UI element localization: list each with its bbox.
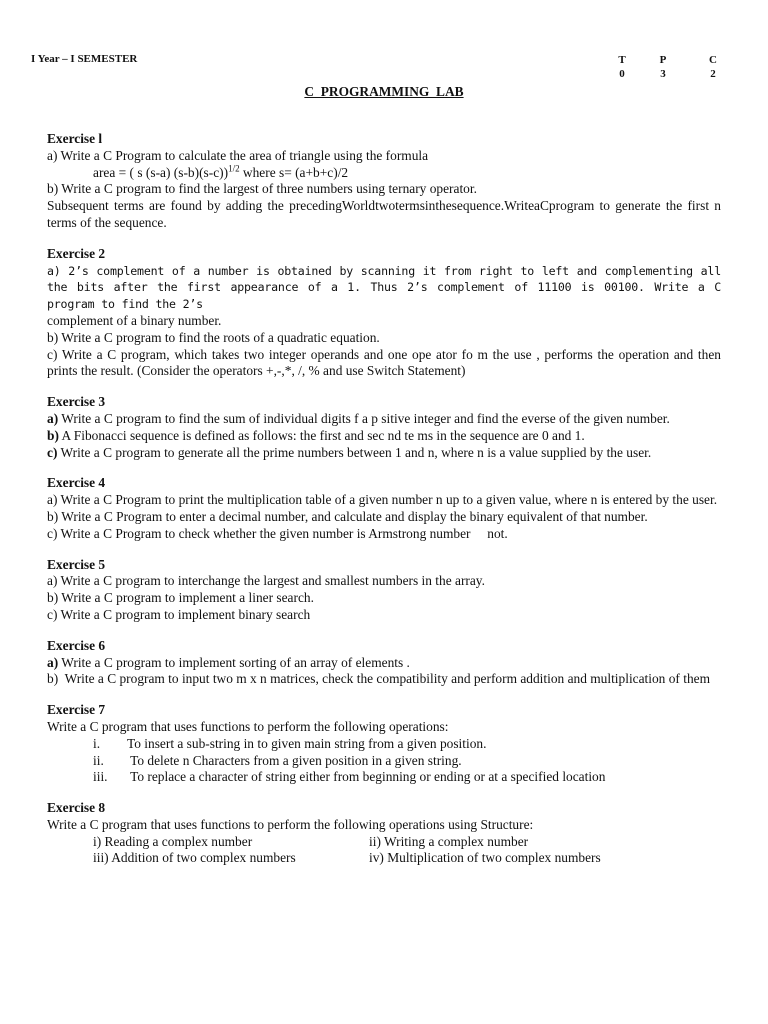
list-text: To insert a sub-string in to given main string from a given position.	[127, 735, 487, 751]
exercise-3	[47, 394, 721, 461]
exercise-title: Exercise 5	[47, 556, 106, 572]
list-text: To replace a character of string either from beginning or ending or at a specified location	[127, 769, 606, 785]
semester-label: I Year – I SEMESTER	[31, 53, 138, 65]
item-text: Write a C program to find the sum of individual digits f a p sitive integer and find the everse of the given number.	[58, 410, 670, 426]
operation-row	[47, 850, 721, 867]
area-formula	[47, 165, 721, 182]
exercise-title: Exercise 2	[47, 245, 106, 261]
exercise-6	[47, 638, 721, 688]
list-number: iii.	[93, 769, 108, 785]
list-item	[47, 736, 721, 753]
exercise-item	[47, 445, 721, 462]
exercise-item	[47, 655, 721, 672]
exercise-title: Exercise l	[47, 131, 103, 146]
exercise-item: b) Write a C program to implement a liner search.	[47, 590, 314, 606]
c-value: 2	[710, 68, 716, 80]
exercise-2	[47, 246, 721, 380]
exercise-8	[47, 800, 721, 867]
exercise-7	[47, 702, 721, 786]
t-column	[615, 53, 629, 81]
c-label: C	[709, 54, 717, 66]
page-title	[0, 84, 768, 100]
list-item	[47, 769, 721, 786]
exercise-item: b) Write a C program to input two m x n matrices, check the compatibility and perform addition and multiplication of them	[47, 671, 711, 687]
exercise-title: Exercise 8	[47, 800, 106, 816]
operation-item: ii) Writing a complex number	[369, 833, 529, 849]
item-label: a)	[47, 410, 59, 426]
operation-row	[47, 834, 721, 851]
t-value: 0	[619, 68, 625, 80]
exercise-4	[47, 475, 721, 542]
item-text: Write a C program to generate all the prime numbers between 1 and n, where n is a value supplied by the user.	[57, 444, 652, 460]
item-label: a)	[47, 654, 59, 670]
exercise-list	[47, 131, 721, 881]
list-number: ii.	[93, 752, 104, 768]
exercise-item: a) Write a C Program to calculate the area of triangle using the formula	[47, 147, 429, 163]
operation-item: iv) Multiplication of two complex numbers	[369, 850, 601, 866]
exercise-item: a) 2’s complement of a number is obtained by scanning it from right to left and complementing all the bits after the first appearance of a 1. Thus 2’s complement of 11100 is 00100. Write a C program to find the 2’s	[47, 263, 721, 312]
exercise-title: Exercise 4	[47, 475, 106, 491]
exercise-item: Subsequent terms are found by adding the precedingWorldtwotermsinthesequence.WriteaCprogram to generate the first n terms of the sequence.	[47, 198, 721, 230]
item-label: b)	[47, 427, 59, 443]
exercise-item	[47, 411, 721, 428]
exercise-intro: Write a C program that uses functions to perform the following operations using Structure:	[47, 816, 534, 832]
exercise-title: Exercise 6	[47, 637, 106, 653]
item-text: A Fibonacci sequence is defined as follows: the first and sec nd te ms in the sequence are 0 and 1.	[58, 427, 585, 443]
formula-where: where s= (a+b+c)/2	[239, 164, 349, 180]
p-value: 3	[660, 68, 666, 80]
exercise-intro: Write a C program that uses functions to perform the following operations:	[47, 718, 449, 734]
formula-exponent: 1/2	[228, 163, 240, 174]
exercise-item: b) Write a C program to find the largest of three numbers using ternary operator.	[47, 181, 477, 197]
exercise-1	[47, 131, 721, 232]
exercise-item: a) Write a C program to interchange the largest and smallest numbers in the array.	[47, 573, 485, 589]
exercise-item: c) Write a C program, which takes two integer operands and one ope ator fo m the use , performs the operation and then prints the result. (Consider the operators +,-,*, /, % and use Switch Statement)	[47, 346, 721, 379]
exercise-title: Exercise 3	[47, 394, 106, 410]
t-label: T	[618, 54, 626, 66]
operation-item: i) Reading a complex number	[93, 833, 253, 849]
exercise-item: c) Write a C program to implement binary search	[47, 606, 311, 622]
exercise-item: a) Write a C Program to print the multiplication table of a given number n up to a given value, where n is entered by the user.	[47, 492, 718, 508]
exercise-item: c) Write a C Program to check whether the given number is Armstrong number not.	[47, 525, 508, 541]
exercise-item	[47, 428, 721, 445]
list-text: To delete n Characters from a given position in a given string.	[127, 752, 462, 768]
c-column	[706, 53, 720, 81]
page-title-text: C PROGRAMMING LAB	[304, 84, 464, 99]
item-label: c)	[47, 444, 58, 460]
exercise-item: b) Write a C program to find the roots of a quadratic equation.	[47, 329, 380, 345]
list-item	[47, 753, 721, 770]
exercise-title: Exercise 7	[47, 702, 106, 718]
operation-item: iii) Addition of two complex numbers	[93, 850, 296, 866]
p-label: P	[659, 54, 667, 66]
exercise-item: b) Write a C Program to enter a decimal number, and calculate and display the binary equivalent of that number.	[47, 508, 648, 524]
exercise-5	[47, 557, 721, 624]
item-text: Write a C program to implement sorting of an array of elements .	[58, 654, 410, 670]
p-column	[656, 53, 670, 81]
exercise-item-continued: complement of a binary number.	[47, 312, 222, 328]
formula-main: area = ( s (s-a) (s-b)(s-c))	[93, 164, 229, 180]
list-number: i.	[93, 735, 101, 751]
